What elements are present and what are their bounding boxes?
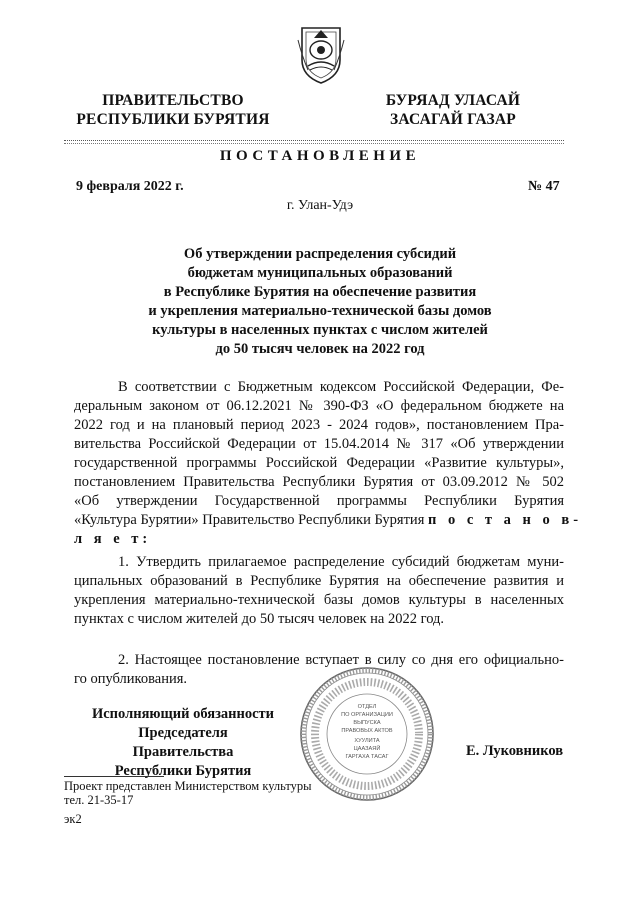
footer-divider (64, 776, 164, 777)
decree-line (74, 530, 564, 549)
stamp-text-line: ВЫПУСКА (353, 720, 381, 726)
header-divider-secondary (64, 143, 564, 144)
signature-position (88, 705, 278, 781)
item-1-paragraph (74, 553, 564, 629)
title-line: до 50 тысяч человек на 2022 год (215, 341, 425, 357)
item2-line: 2. Настоящее постановление вступает в силу со дня его официально- (118, 652, 564, 668)
title-line: культуры в населенных пунктах с числом жителей (152, 322, 488, 338)
preamble-line: «Культура Бурятии» Правительство Республики Бурятия (74, 512, 425, 528)
doc-date: 9 февраля 2022 г. (76, 179, 184, 194)
preamble-line: «Об утверждении Государственной программы Республики Бурятия (74, 493, 564, 509)
preamble-line: государственной программы Российской Федерации «Развитие культуры», (74, 455, 564, 471)
footer-code: эк2 (64, 812, 82, 826)
preamble-line: вительства Российской Федерации от 15.04.2014 № 317 «Об утверждении (74, 436, 564, 452)
footer-prepared-by: Проект представлен Министерством культуры (64, 779, 312, 793)
footer-note (64, 779, 312, 807)
header-divider (64, 140, 564, 141)
item1-line: ципальных образований в Республике Бурятия на обеспечение развития и (74, 573, 564, 589)
header-left-line1: ПРАВИТЕЛЬСТВО (102, 92, 244, 109)
coat-of-arms-emblem (296, 20, 346, 86)
doc-type-heading: ПОСТАНОВЛЕНИЕ (219, 148, 421, 164)
title-line: Об утверждении распределения субсидий (183, 246, 457, 262)
header-right (360, 91, 546, 129)
item1-line: укрепления материально-технической базы домов культуры в населенных (74, 592, 564, 608)
official-seal-stamp (297, 664, 437, 804)
preamble-paragraph (74, 378, 583, 549)
stamp-text-line: ЦААЗАЯЙ (353, 746, 381, 752)
preamble-line: 2022 год и на плановый период 2023 - 2024 годов», постановлением Пра- (74, 417, 564, 433)
stamp-text-line: ХУУЛИТА (354, 738, 380, 744)
stamp-text-line: ПО ОРГАНИЗАЦИИ (341, 712, 393, 718)
decree-word-part2: л я е т: (74, 531, 152, 547)
doc-title (120, 245, 520, 359)
stamp-text-line: ПРАВОВЫХ АКТОВ (341, 728, 393, 734)
header-left (62, 91, 284, 129)
header-right-line2: ЗАСАГАЙ ГАЗАР (390, 111, 516, 128)
preamble-line: постановлением Правительства Республики Бурятия от 03.09.2012 № 502 (74, 474, 564, 490)
title-line: бюджетам муниципальных образований (187, 265, 453, 281)
item1-line: 1. Утвердить прилагаемое распределение субсидий бюджетам муни- (118, 554, 564, 570)
header-right-line1: БУРЯАД УЛАСАЙ (385, 92, 521, 109)
signature-position-line1: Исполняющий обязанности (91, 706, 275, 722)
preamble-line-with-decree (74, 511, 583, 530)
signature-position-line3: Республики Бурятия (114, 763, 252, 779)
stamp-text-line: ОТДЕЛ (357, 704, 377, 710)
doc-number: № 47 (528, 179, 560, 194)
footer-phone: тел. 21-35-17 (64, 793, 134, 807)
signature-position-line2: Председателя Правительства (132, 725, 234, 760)
decree-word-part1: п о с т а н о в- (427, 512, 583, 528)
title-line: в Республике Бурятия на обеспечение развития (163, 284, 477, 300)
stamp-text-line: ГАРГАХА ТАСАГ (345, 754, 389, 760)
doc-city: г. Улан-Удэ (286, 198, 354, 213)
item2-line: го опубликования. (74, 671, 188, 687)
preamble-line: деральным законом от 06.12.2021 № 390-ФЗ «О федеральном бюджете на (74, 398, 564, 414)
title-line: и укрепления материально-технической базы домов (148, 303, 492, 319)
preamble-line: В соответствии с Бюджетным кодексом Российской Федерации, Фе- (118, 379, 564, 395)
signature-name: Е. Луковников (466, 743, 564, 759)
header-left-line2: РЕСПУБЛИКИ БУРЯТИЯ (76, 111, 270, 128)
item1-line: пунктах с числом жителей до 50 тысяч человек на 2022 год. (74, 611, 445, 627)
